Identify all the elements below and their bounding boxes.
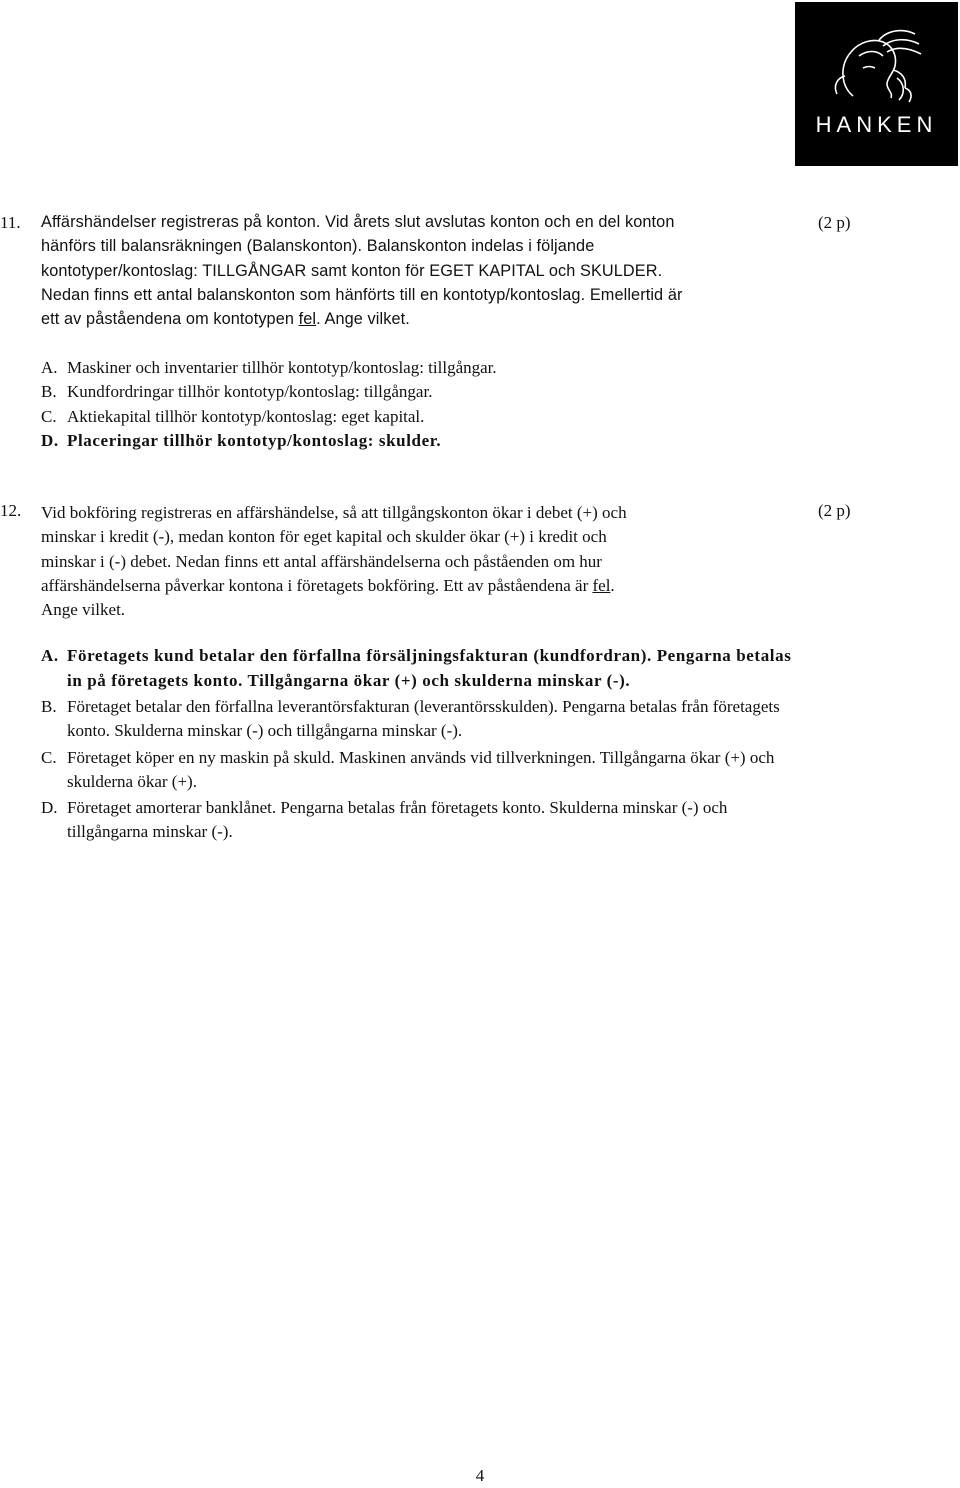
stem-line: Nedan finns ett antal balanskonton som hänförts till en kontotyp/kontoslag. Emellertid är [41, 285, 683, 304]
option-d-correct: D. Placeringar tillhör kontotyp/kontoslag: skulder. [41, 430, 442, 450]
question-points: (2 p) [818, 501, 851, 520]
stem-line: affärshändelserna påverkar kontona i företagets bokföring. Ett av påståendena är fel. [41, 575, 615, 595]
stem-line: Affärshändelser registreras på konton. Vid årets slut avslutas konton och en del konton [41, 213, 675, 231]
option-c: C. Aktiekapital tillhör kontotyp/kontoslag: eget kapital. [41, 406, 425, 426]
question-stem [41, 210, 801, 331]
stem-line: Vid bokföring registreras en affärshändelse, så att tillgångskonton ökar i debet (+) och [41, 503, 627, 522]
logo-wordmark: HANKEN [815, 112, 938, 137]
stem-line: minskar i (-) debet. Nedan finns ett antal affärshändelserna och påståenden om hur [41, 551, 602, 571]
option-a-correct: A. Företagets kund betalar den förfallna försäljningsfakturan (kundfordran). Pengarna betalas in på företagets konto. Tillgångarna ökar (+) och skulderna minskar (-). [41, 646, 792, 690]
stem-line: minskar i kredit (-), medan konton för eget kapital och skulder ökar (+) i kredit och [41, 527, 607, 547]
question-number: 11. [0, 213, 21, 232]
hanken-logo [795, 2, 958, 166]
option-b: B. Kundfordringar tillhör kontotyp/kontoslag: tillgångar. [41, 382, 433, 402]
question-points: (2 p) [818, 213, 851, 232]
stem-line: hänförs till balansräkningen (Balanskonton). Balanskonton indelas i följande [41, 237, 595, 256]
stem-line: kontotyper/kontoslag: TILLGÅNGAR samt konton för EGET KAPITAL och SKULDER. [41, 261, 663, 280]
stem-line: Ange vilket. [41, 600, 126, 620]
option-a: A. Maskiner och inventarier tillhör kontotyp/kontoslag: tillgångar. [41, 358, 497, 377]
question-number: 12. [0, 501, 22, 520]
answer-options [41, 643, 811, 845]
option-c: C. Företaget köper en ny maskin på skuld. Maskinen används vid tillverkningen. Tillgångarna ökar (+) och skulderna ökar (+). [41, 747, 775, 791]
option-d: D. Företaget amorterar banklånet. Pengarna betalas från företagets konto. Skulderna minskar (-) och tillgångarna minskar (-). [41, 798, 728, 842]
option-b: B. Företaget betalar den förfallna leverantörsfakturan (leverantörsskulden). Pengarna betalas från företagets konto. Skulderna minskar (-) och tillgångarna minskar (-). [41, 697, 780, 741]
mercury-head-icon [823, 26, 930, 108]
question-stem [41, 501, 801, 622]
stem-line: ett av påståendena om kontotypen fel. Ange vilket. [41, 310, 410, 329]
underlined-word: fel [592, 575, 611, 595]
underlined-word: fel [298, 310, 317, 329]
answer-options [41, 356, 811, 453]
page-number: 4 [475, 1466, 485, 1485]
